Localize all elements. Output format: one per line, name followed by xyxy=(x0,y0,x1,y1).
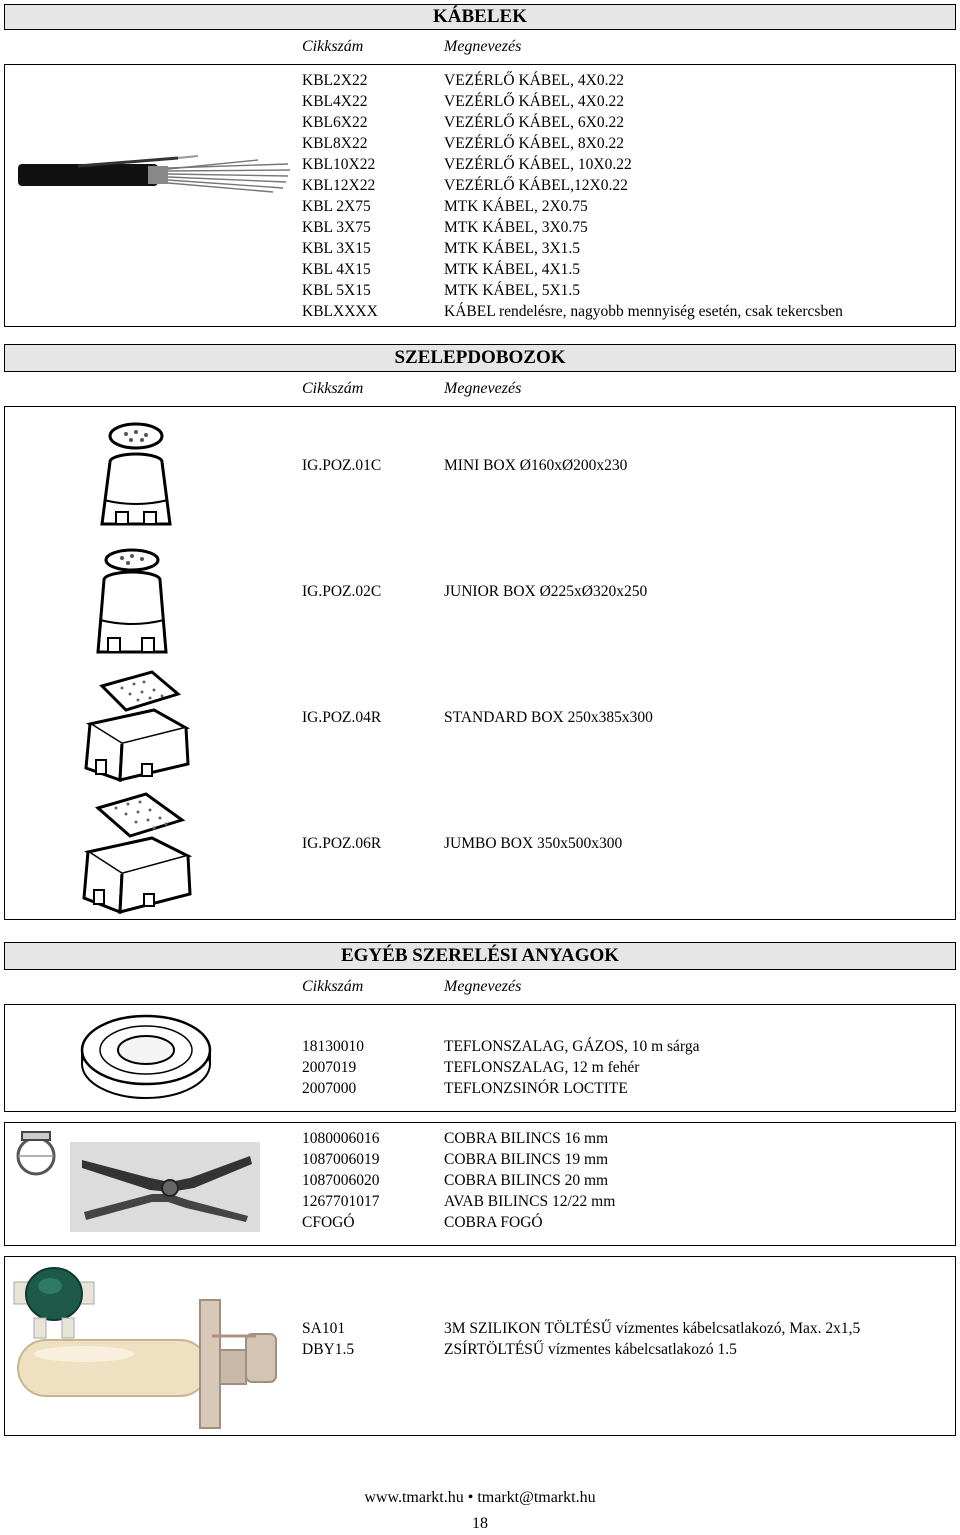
teflon-names xyxy=(444,1036,699,1099)
section-header-szelepdobozok xyxy=(4,344,956,372)
cable-icon xyxy=(18,148,308,208)
table-row-code: 2007019 xyxy=(302,1059,357,1076)
junior-box-icon xyxy=(96,546,176,661)
column-header-code: Cikkszám xyxy=(302,978,364,995)
table-row-name: VEZÉRLŐ KÁBEL, 10X0.22 xyxy=(444,156,632,173)
table-row-name: VEZÉRLŐ KÁBEL, 6X0.22 xyxy=(444,114,624,131)
table-row-code: 2007000 xyxy=(302,1080,357,1097)
table-row-name: TEFLONSZALAG, 12 m fehér xyxy=(444,1059,640,1076)
table-row-name: ZSÍRTÖLTÉSŰ vízmentes kábelcsatlakozó 1.5 xyxy=(444,1341,737,1358)
table-row-code: 1267701017 xyxy=(302,1193,380,1210)
section-header-kabelek xyxy=(4,4,956,30)
column-header-name: Megnevezés xyxy=(444,380,522,397)
table-row-code: KBL8X22 xyxy=(302,135,368,152)
table-row-name: AVAB BILINCS 12/22 mm xyxy=(444,1193,616,1210)
mini-box-icon xyxy=(96,420,176,535)
grease-connector-icon xyxy=(14,1290,284,1430)
table-row-name: MINI BOX Ø160xØ200x230 xyxy=(444,457,628,474)
table-row-name: COBRA FOGÓ xyxy=(444,1214,543,1231)
table-row-code: KBL2X22 xyxy=(302,72,368,89)
table-row-code: KBL 4X15 xyxy=(302,261,371,278)
table-row-name: VEZÉRLŐ KÁBEL, 4X0.22 xyxy=(444,93,624,110)
table-row-name: MTK KÁBEL, 3X0.75 xyxy=(444,219,588,236)
table-row-code: KBL6X22 xyxy=(302,114,368,131)
section-title: KÁBELEK xyxy=(433,6,527,27)
table-row-code: KBL 5X15 xyxy=(302,282,371,299)
table-row-name: VEZÉRLŐ KÁBEL,12X0.22 xyxy=(444,177,628,194)
hose-clamp-icon xyxy=(12,1128,62,1178)
table-row-code: KBL12X22 xyxy=(302,177,376,194)
table-row-code: IG.POZ.06R xyxy=(302,835,382,852)
table-row-code: 1087006019 xyxy=(302,1151,380,1168)
table-row-code: SA101 xyxy=(302,1320,346,1337)
table-row-code: DBY1.5 xyxy=(302,1341,355,1358)
connector-codes xyxy=(302,1318,354,1360)
table-row-code: 18130010 xyxy=(302,1038,364,1055)
table-row-code: IG.POZ.01C xyxy=(302,457,382,474)
column-header-name: Megnevezés xyxy=(444,978,522,995)
table-row-code: KBL 3X15 xyxy=(302,240,371,257)
teflon-tape-icon xyxy=(76,1010,216,1106)
table-row-name: COBRA BILINCS 19 mm xyxy=(444,1151,609,1168)
section-title: EGYÉB SZERELÉSI ANYAGOK xyxy=(340,945,620,966)
table-row-name: MTK KÁBEL, 4X1.5 xyxy=(444,261,581,278)
footer-contact: www.tmarkt.hu • tmarkt@tmarkt.hu xyxy=(364,1489,596,1506)
table-row-name: MTK KÁBEL, 5X1.5 xyxy=(444,282,581,299)
table-row-name: TEFLONZSINÓR LOCTITE xyxy=(444,1080,628,1097)
table-row-name: JUNIOR BOX Ø225xØ320x250 xyxy=(444,583,648,600)
section-title: SZELEPDOBOZOK xyxy=(394,347,566,368)
section-header-egyeb xyxy=(4,942,956,970)
table-row-code: CFOGÓ xyxy=(302,1214,355,1231)
table-row-name: MTK KÁBEL, 2X0.75 xyxy=(444,198,588,215)
table-row-code: 1087006020 xyxy=(302,1172,380,1189)
table-row-name: COBRA BILINCS 16 mm xyxy=(444,1130,609,1147)
standard-box-icon xyxy=(82,668,192,783)
cables-codes xyxy=(302,70,378,322)
table-row-code: KBL 2X75 xyxy=(302,198,371,215)
table-row-code: KBL 3X75 xyxy=(302,219,371,236)
table-row-name: STANDARD BOX 250x385x300 xyxy=(444,709,653,726)
cables-names xyxy=(444,70,843,322)
column-header-code: Cikkszám xyxy=(302,380,364,397)
table-row-name: MTK KÁBEL, 3X1.5 xyxy=(444,240,581,257)
table-row-name: TEFLONSZALAG, GÁZOS, 10 m sárga xyxy=(444,1038,700,1055)
table-row-code: IG.POZ.04R xyxy=(302,709,382,726)
clamp-codes xyxy=(302,1128,380,1233)
table-row-code: IG.POZ.02C xyxy=(302,583,382,600)
jumbo-box-icon xyxy=(82,794,192,914)
clamp-names xyxy=(444,1128,615,1233)
table-row-name: VEZÉRLŐ KÁBEL, 4X0.22 xyxy=(444,72,624,89)
teflon-codes xyxy=(302,1036,364,1099)
pliers-icon xyxy=(70,1142,260,1232)
table-row-name: 3M SZILIKON TÖLTÉSŰ vízmentes kábelcsatlakozó, Max. 2x1,5 xyxy=(444,1320,861,1337)
column-header-name: Megnevezés xyxy=(444,38,522,55)
table-row-code: KBL4X22 xyxy=(302,93,368,110)
connector-names xyxy=(444,1318,860,1360)
table-row-name: JUMBO BOX 350x500x300 xyxy=(444,835,623,852)
table-row-name: KÁBEL rendelésre, nagyobb mennyiség esetén, csak tekercsben xyxy=(444,303,843,320)
table-row-code: KBL10X22 xyxy=(302,156,376,173)
table-row-name: COBRA BILINCS 20 mm xyxy=(444,1172,609,1189)
table-row-code: KBLXXXX xyxy=(302,303,378,320)
column-header-code: Cikkszám xyxy=(302,38,364,55)
page-number: 18 xyxy=(472,1515,488,1532)
table-row-code: 1080006016 xyxy=(302,1130,380,1147)
table-row-name: VEZÉRLŐ KÁBEL, 8X0.22 xyxy=(444,135,624,152)
